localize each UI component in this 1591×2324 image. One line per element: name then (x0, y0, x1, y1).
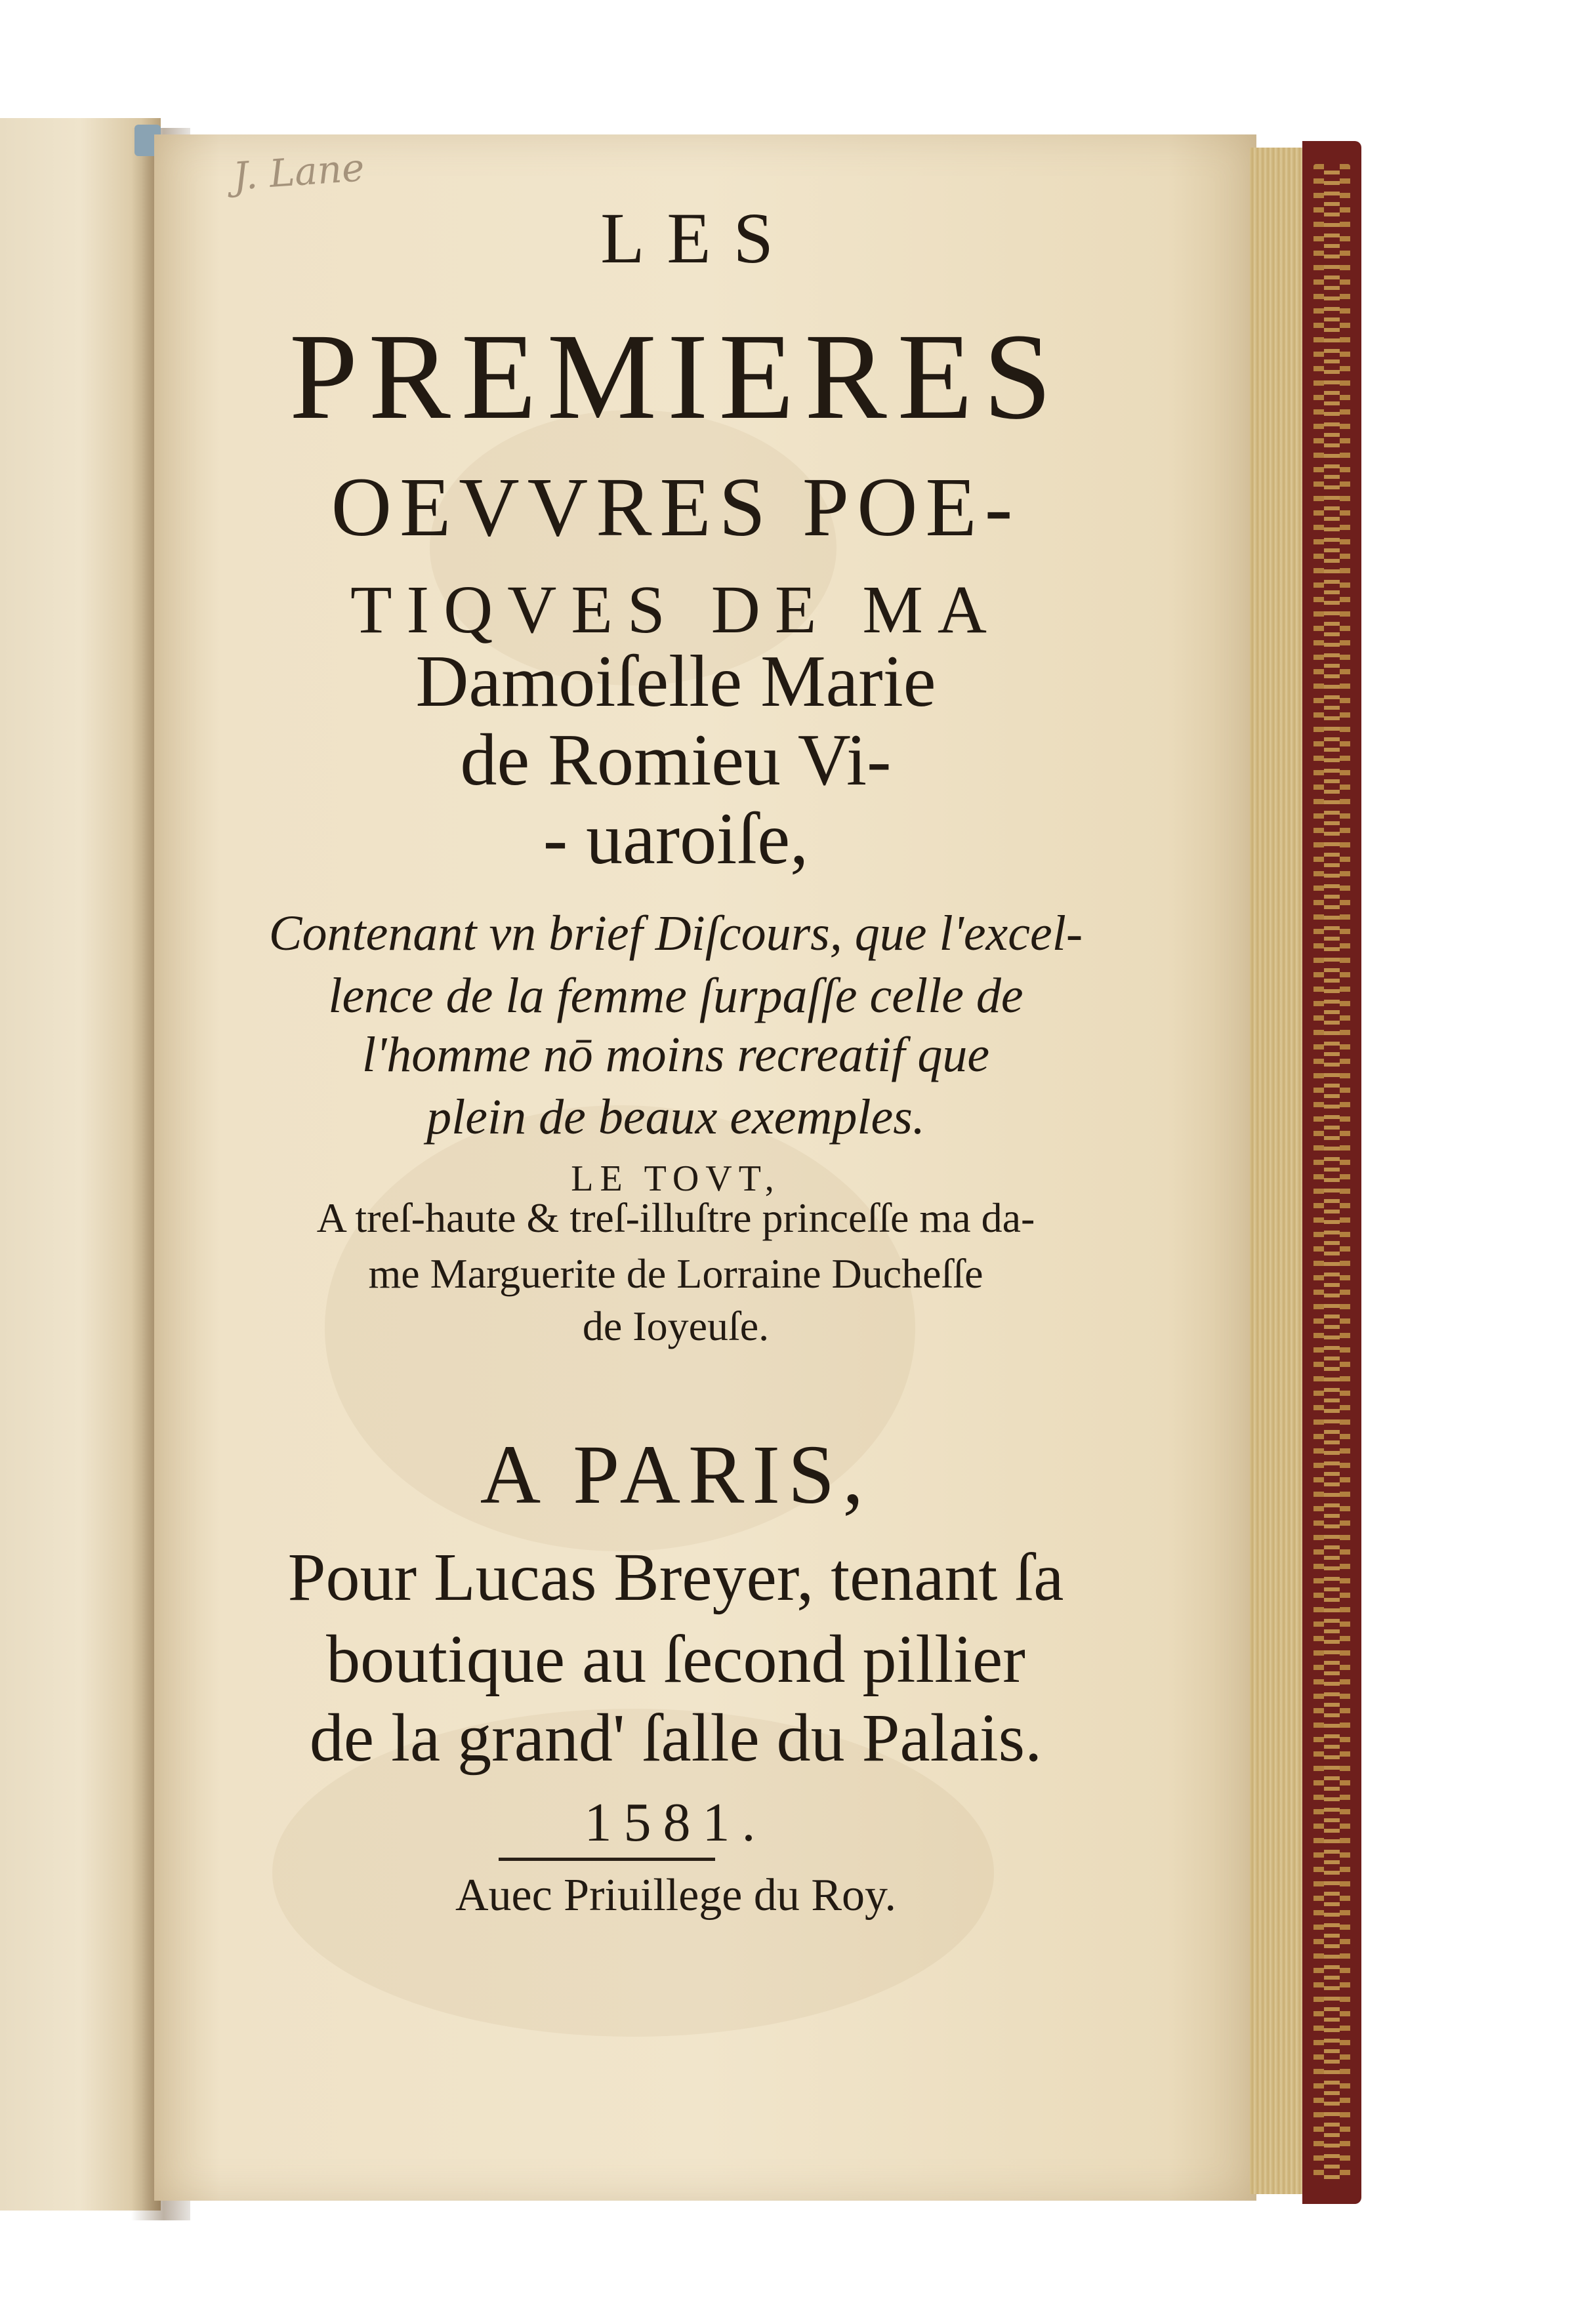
subtitle-line-1: Contenant vn brief Diſcours, que l'excel- (268, 906, 1083, 961)
subtitle-line-4: plein de beaux exemples. (426, 1090, 925, 1145)
dedication-line-3: de Ioyeuſe. (582, 1303, 770, 1349)
title-line-les: LES (600, 198, 796, 278)
provenance-inscription: J. Lane (231, 145, 366, 199)
title-line-oeuvres: OEVVRES POE- (331, 460, 1021, 554)
imprint-city: A PARIS, (480, 1428, 872, 1521)
author-line-1: Damoiſelle Marie (415, 641, 936, 722)
imprint-line-2: boutique au ſecond pillier (326, 1621, 1025, 1697)
author-line-3: - uaroiſe, (543, 798, 809, 880)
title-line-tiques: TIQVES DE MA (350, 572, 1001, 647)
imprint-year: 1581. (584, 1792, 768, 1853)
author-line-2: de Romieu Vi- (460, 720, 892, 801)
dedication-line-2: me Marguerite de Lorraine Ducheſſe (368, 1250, 983, 1297)
subtitle-line-2: lence de la femme ſurpaſſe celle de (328, 968, 1023, 1023)
title-line-premieres: PREMIERES (289, 308, 1063, 445)
dedication-line-1: A treſ-haute & treſ-illuſtre princeſſe ma da- (316, 1194, 1035, 1241)
rule-divider (499, 1858, 715, 1861)
le-tout-heading: LE TOVT, (571, 1158, 781, 1199)
imprint-line-1: Pour Lucas Breyer, tenant ſa (287, 1539, 1064, 1615)
privilege-line: Auec Priuillege du Roy. (455, 1870, 896, 1921)
imprint-line-3: de la grand' ſalle du Palais. (309, 1700, 1043, 1776)
subtitle-line-3: l'homme nō moins recreatif que (362, 1027, 990, 1082)
